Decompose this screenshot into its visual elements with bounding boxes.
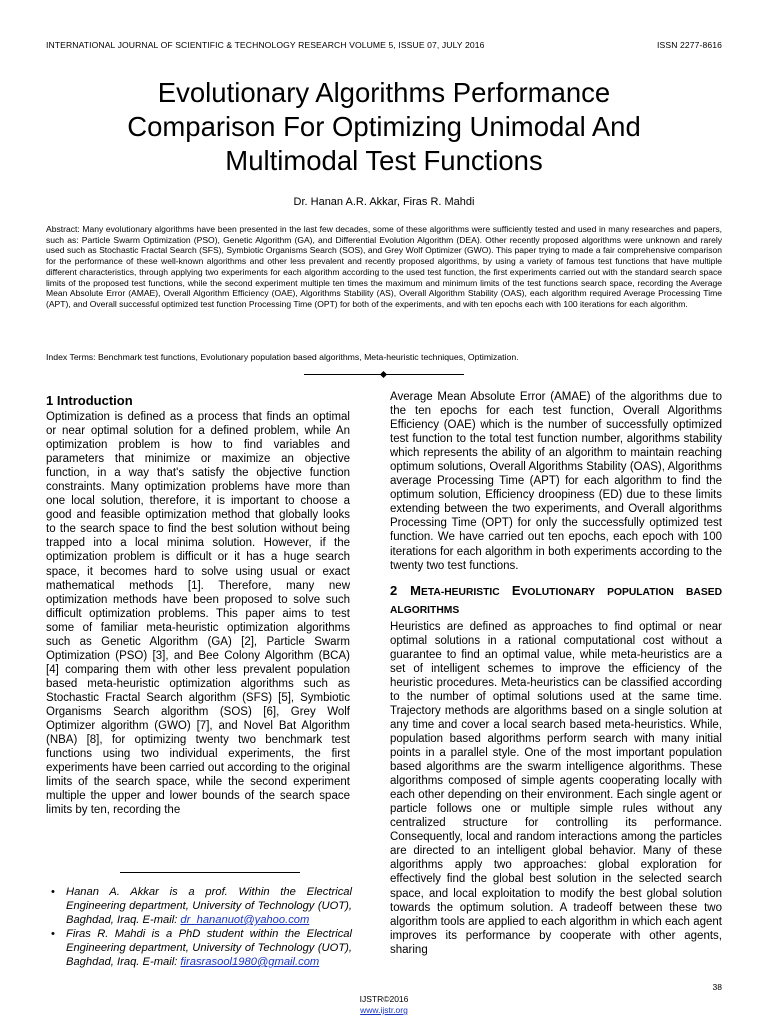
page-number: 38 — [712, 982, 722, 992]
bullet-icon: • — [51, 928, 55, 940]
footnotes — [48, 885, 352, 969]
title-line: Comparison For Optimizing Unimodal And — [127, 111, 641, 142]
introduction-continued-paragraph: Average Mean Absolute Error (AMAE) of the algorithms due to the ten epochs for each test function, Overall Algorithms Efficiency (OAE) which is the number of successfully optimized test function to the total test function number, algorithms stability which represents the ability of an algorithm to maintain reaching optimum solutions, Overall Algorithms Stability (OAS), Algorithms average Processing Time (APT) for each algorithm to find the optimum solution, Efficiency droopiness (ED) due to these limits extending between the two experiments, and Overall algorithms Processing Time (OPT) for only the successfully optimized test function. We have carried out ten epochs, each epoch with 100 iterations for each algorithm in both experiments according to the twenty two test functions. — [390, 391, 722, 572]
heading-smallcaps: VOLUTIONARY POPULATION BASED ALGORITHMS — [390, 586, 723, 616]
footnote-rule — [120, 872, 300, 873]
footnote-text: Hanan A. Akkar is a prof. Within the Electrical Engineering department, University of Technology (UOT), Baghdad, Iraq. E-mail: — [66, 886, 352, 926]
email-link[interactable]: firasrasool1980@gmail.com — [180, 956, 320, 968]
section-heading-introduction: 1 Introduction — [46, 393, 133, 408]
index-terms: Index Terms: Benchmark test functions, Evolutionary population based algorithms, Meta-heuristic techniques, Optimization. — [46, 352, 519, 362]
title-line: Multimodal Test Functions — [225, 145, 543, 176]
meta-heuristic-paragraph: Heuristics are defined as approaches to find optimal or near optimal solutions in a rational computational cost without a guarantee to find an optimal value, while meta-heuristics are a set of intelligent schemes to improve the efficiency of the heuristic procedures. Meta-heuristics can be classified according to the number of optimal solutions used at the same time. Trajectory methods are algorithms based on a single solution at any time and cover a local search based meta-heuristics. While, population based algorithms perform search with many initial points in a parallel style. One of the most important population based algorithms are the swarm intelligence algorithms. These algorithms composed of simple agents cooperating locally with each other depending on their environment. Each single agent or particle follows one or multiple simple rules without any centralized structure for controlling its performance. Consequently, local and random interactions among the particles are directed to an intelligent global behavior. Many of these algorithms apply two approaches: global exploration for effectively find the global best solution in the selected search space, and local exploitation to modify the best global solution towards the optimum solution. A tradeoff between these two algorithm tools are applied to each algorithm in which each agent improves its performance by cooperate with other agents, sharing — [390, 620, 722, 956]
copyright: IJSTR©2016 — [359, 994, 409, 1004]
authors: Dr. Hanan A.R. Akkar, Firas R. Mahdi — [293, 196, 475, 208]
email-link[interactable]: dr_hananuot@yahoo.com — [180, 914, 310, 926]
section-separator — [304, 370, 464, 378]
running-header — [46, 40, 722, 50]
journal-name: INTERNATIONAL JOURNAL OF SCIENTIFIC & TECHNOLOGY RESEARCH VOLUME 5, ISSUE 07, JULY 2016 — [46, 40, 485, 50]
introduction-paragraph: Optimization is defined as a process that finds an optimal or near optimal solution for a defined problem, while An optimization problem is how to find variables and parameters that minimize or maximize an objective function, in a way that's satisfy the objective function constraints. Many optimization problems have more than one local solution, therefore, it is important to choose a good and feasible optimization method that globally looks to the search space to find the best solution without being trapped into a local minima solution. However, if the optimization problem is difficult or it has a huge search space, it becomes hard to solve using usual or exact mathematical methods [1]. Therefore, many new optimization methods have been proposed to solve such difficult optimization problems. This paper aims to test some of familiar meta-heuristic optimization algorithms such as Genetic Algorithm (GA) [2], Particle Swarm Optimization (PSO) [3], and Bee Colony Algorithm (BCA) [4] comparing them with other less prevalent population based meta-heuristic optimization algorithms such as Stochastic Fractal Search algorithm (SFS) [5], Symbiotic Organisms Search algorithm (SOS) [6], Grey Wolf Optimizer algorithm (GWO) [7], and Novel Bat Algorithm (NBA) [8], for optimizing twenty two benchmark test functions using two individual experiments, the first experiments have been carried out according to the original limits of the search space, while the second experiment multiple the upper and lower bounds of the search space limits by ten, recording the — [46, 411, 350, 817]
diamond-icon — [380, 370, 387, 377]
journal-url-link[interactable]: www.ijstr.org — [360, 1005, 408, 1015]
heading-cap: E — [511, 582, 521, 598]
bullet-icon: • — [51, 886, 55, 898]
issn: ISSN 2277-8616 — [657, 40, 722, 50]
section-number: 2 — [390, 582, 411, 598]
left-column — [46, 394, 350, 817]
footnote-item — [48, 927, 352, 969]
title-line: Evolutionary Algorithms Performance — [157, 77, 611, 108]
right-column — [390, 390, 722, 957]
heading-smallcaps: ETA-HEURISTIC — [420, 586, 512, 598]
paper-title — [40, 76, 728, 178]
section-heading-meta-heuristic — [390, 583, 722, 619]
abstract: Abstract: Many evolutionary algorithms have been presented in the last few decades, some of these algorithms were sufficiently tested and used in many researches and papers, such as: Particle Swarm Optimization (PSO), Genetic Algorithm (GA), and Differential Evolution Algorithm (DEA). Other recently proposed algorithms were unknown and rarely used such as Stochastic Fractal Search (SFS), Symbiotic Organisms Search (SOS), and Grey Wolf Optimizer (GWO). This paper trying to made a fair comprehensive comparison for the performance of these well-known algorithms and other less prevalent and recently proposed algorithms, by using a variety of famous test functions that have multiple different characteristics, through applying two experiments for each algorithm according to the used test function, the first experiments carried out with the standard search space limits of the proposed test functions, while the second experiment multiple ten times the maximum and minimum limits of the test functions search space, recording the Average Mean Absolute Error (AMAE), Overall Algorithm Efficiency (OAE), Algorithms Stability (AS), Overall Algorithm Stability (OAS), each algorithm required Average Processing Time (APT), and Overall successful optimized test function Processing Time (OPT) for both of the experiments, and with ten epochs each with 100 iterations for each algorithm. — [46, 224, 722, 309]
heading-cap: M — [410, 582, 421, 598]
footnote-text: Firas R. Mahdi is a PhD student within the Electrical Engineering department, University of Technology (UOT), Baghdad, Iraq. E-mail: — [66, 928, 352, 968]
page-footer — [0, 994, 768, 1016]
footnote-item — [48, 885, 352, 927]
